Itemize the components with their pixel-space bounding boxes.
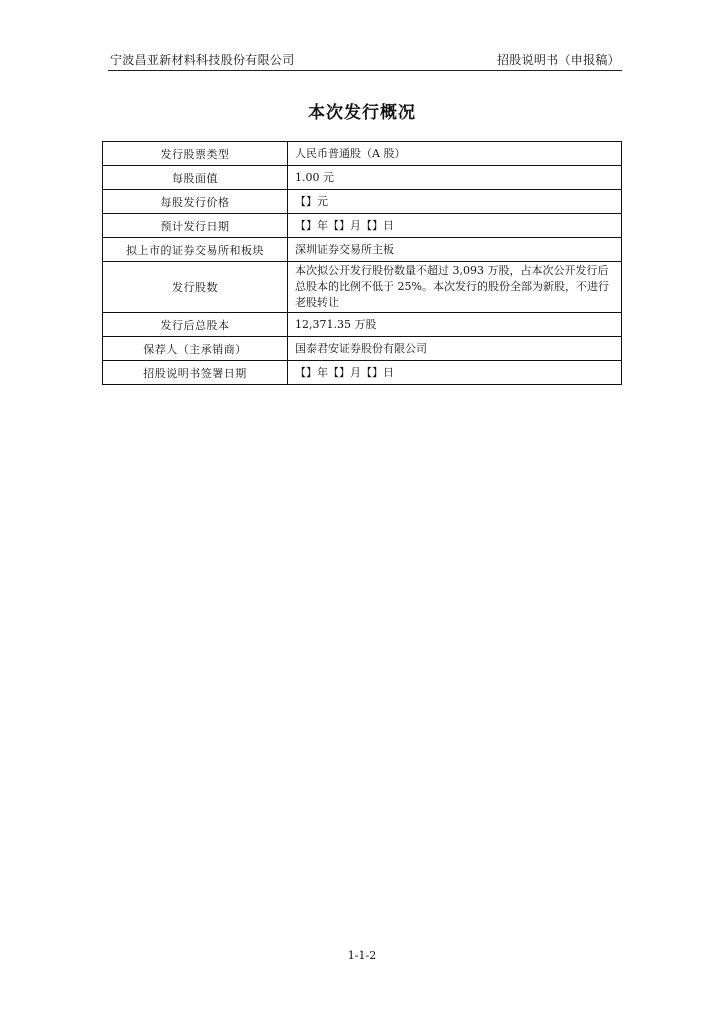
row-value: 深圳证券交易所主板 bbox=[288, 238, 622, 262]
row-value: 【】元 bbox=[288, 190, 622, 214]
row-label: 拟上市的证券交易所和板块 bbox=[103, 238, 288, 262]
row-value: 本次拟公开发行股份数量不超过 3,093 万股，占本次公开发行后总股本的比例不低于 25%。本次发行的股份全部为新股，不进行老股转让 bbox=[288, 262, 622, 313]
row-value: 国泰君安证券股份有限公司 bbox=[288, 337, 622, 361]
row-value: 1.00 元 bbox=[288, 166, 622, 190]
table-row bbox=[103, 166, 622, 190]
page-header bbox=[108, 50, 622, 71]
table-row bbox=[103, 313, 622, 337]
row-value: 【】年【】月【】日 bbox=[288, 361, 622, 385]
table-row bbox=[103, 214, 622, 238]
row-value: 【】年【】月【】日 bbox=[288, 214, 622, 238]
row-value: 12,371.35 万股 bbox=[288, 313, 622, 337]
table-row bbox=[103, 262, 622, 313]
row-value: 人民币普通股（A 股） bbox=[288, 142, 622, 166]
table-row bbox=[103, 190, 622, 214]
document-type: 招股说明书（申报稿） bbox=[496, 53, 620, 67]
row-label: 发行股票类型 bbox=[103, 142, 288, 166]
page-number: 1-1-2 bbox=[347, 949, 377, 962]
row-label: 招股说明书签署日期 bbox=[103, 361, 288, 385]
row-label: 保荐人（主承销商） bbox=[103, 337, 288, 361]
row-label: 预计发行日期 bbox=[103, 214, 288, 238]
row-label: 每股发行价格 bbox=[103, 190, 288, 214]
table-row bbox=[103, 142, 622, 166]
company-name: 宁波昌亚新材料科技股份有限公司 bbox=[110, 53, 295, 67]
row-label: 发行股数 bbox=[103, 262, 288, 313]
row-label: 每股面值 bbox=[103, 166, 288, 190]
row-label: 发行后总股本 bbox=[103, 313, 288, 337]
table-row bbox=[103, 337, 622, 361]
page-title: 本次发行概况 bbox=[308, 103, 416, 123]
offering-overview-table bbox=[102, 141, 622, 385]
table-row bbox=[103, 361, 622, 385]
table-row bbox=[103, 238, 622, 262]
